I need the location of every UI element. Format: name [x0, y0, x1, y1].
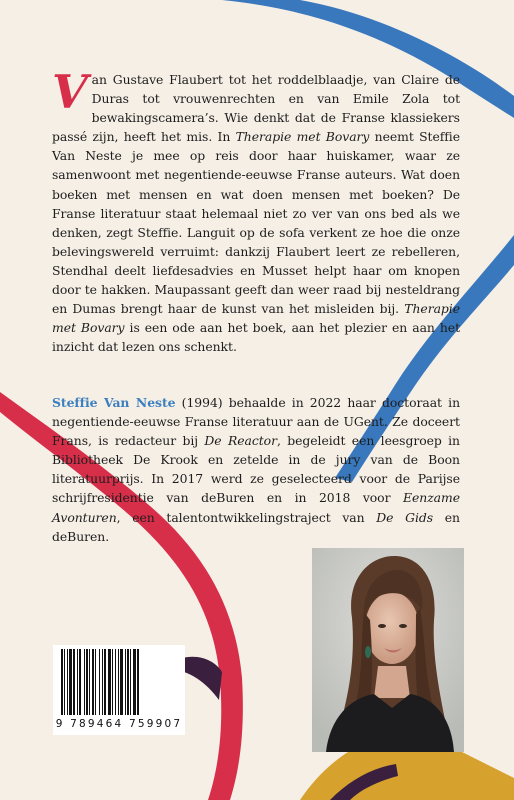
barcode-bar — [64, 649, 65, 715]
barcode-bar — [73, 649, 75, 715]
barcode — [53, 645, 185, 735]
barcode-bar — [99, 649, 100, 715]
bio-text-2: , begeleidt een leesgroep in Bibliotheek De Krook en zetelde in de jury van de Boon literatuurprijs. In 2017 werd ze geselecteerd voor de Parijse schrijfresidentie van deBuren en in 2018 voor — [52, 433, 460, 506]
blurb-text-2: neemt Steffie Van Neste je mee op reis door haar huiskamer, waar ze samenwoont met negentiende-eeuwse Franse auteurs. Wat doen boeken met mensen en wat doen mensen met boeken? De Franse literatuur staat helemaal niet zo ver van ons bed als we denken, zegt Steffie. Languit op de sofa verkent ze hoe die onze belevingswereld verruimt: dankzij Flaubert leert ze rebelleren, Stendhal deelt liefdesadvies en Musset helpt haar om knopen door te hakken. Maupassant geeft dan weer raad bij nesteldrang en Dumas brengt haar de kunst van het misleiden bij. — [52, 129, 461, 317]
barcode-bar — [133, 649, 136, 715]
barcode-bar — [84, 649, 85, 715]
author-photo — [312, 548, 464, 752]
barcode-bar — [125, 649, 126, 715]
barcode-bar — [86, 649, 88, 715]
book-title-2: Therapie met Bovary — [52, 301, 460, 336]
isbn-number: 9 789464 759907 — [55, 718, 183, 730]
barcode-bar — [104, 649, 106, 715]
barcode-bar — [61, 649, 63, 715]
barcode-bar — [115, 649, 116, 715]
blurb-text-3: is een ode aan het boek, aan het plezier en aan het inzicht dat lezen ons schenkt. — [52, 320, 460, 355]
barcode-bar — [127, 649, 129, 715]
barcode-bar — [108, 649, 111, 715]
barcode-bar — [89, 649, 90, 715]
book-title-1: Therapie met Bovary — [235, 129, 370, 145]
dropcap-letter: V — [52, 65, 88, 119]
barcode-bar — [137, 649, 139, 715]
bio-text-4: en deBuren. — [52, 509, 460, 544]
barcode-bar — [112, 649, 113, 715]
barcode-bar — [120, 649, 123, 715]
barcode-bars-icon — [61, 649, 177, 715]
bio-text-1: (1994) behaalde in 2022 haar doctoraat in negentiende-eeuwse Franse literatuur aan de UGent. Ze doceert Frans, is redacteur bij — [52, 395, 460, 449]
back-cover-blurb — [52, 65, 461, 356]
barcode-bar — [95, 649, 96, 715]
bio-em-3: De Gids — [376, 509, 434, 525]
barcode-bar — [118, 649, 119, 715]
barcode-bar — [102, 649, 103, 715]
barcode-bar — [77, 649, 78, 715]
author-portrait-icon — [312, 548, 464, 752]
bio-em-1: De Reactor — [204, 433, 277, 449]
barcode-bar — [79, 649, 81, 715]
bio-text-3: , een talentontwikkelingstraject van — [116, 509, 377, 525]
author-name: Steffie Van Neste — [52, 395, 176, 410]
barcode-bar — [69, 649, 72, 715]
blurb-text-1: an Gustave Flaubert tot het roddelblaadje, van Claire de Duras tot vrouwenrechten en van Emile Zola tot bewakingscamera’s. Wie denkt dat de Franse klassiekers passé zijn, heeft het mis. In — [52, 72, 460, 145]
barcode-bar — [67, 649, 68, 715]
barcode-bar — [130, 649, 131, 715]
author-bio — [52, 393, 460, 546]
barcode-bar — [92, 649, 94, 715]
bio-em-2: Eenzame Avonturen — [52, 490, 460, 525]
